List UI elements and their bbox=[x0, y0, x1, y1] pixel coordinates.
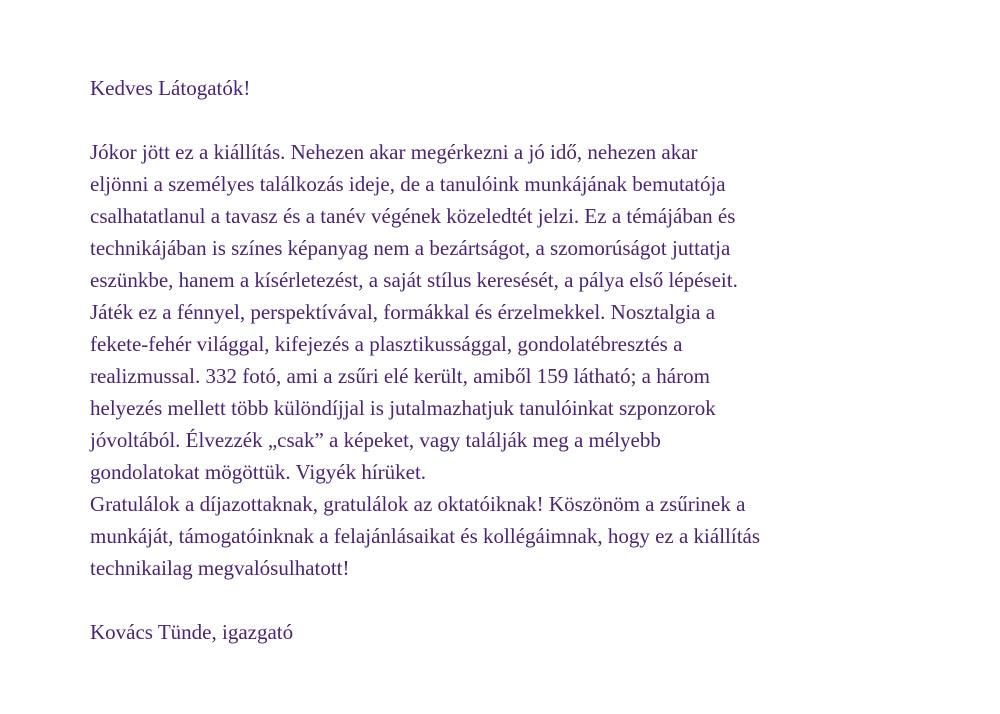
paragraph-spacer bbox=[90, 584, 950, 616]
body-line: csalhatatlanul a tavasz és a tanév végének közeledtét jelzi. Ez a témájában és bbox=[90, 204, 736, 228]
body-line: Játék ez a fénnyel, perspektívával, formákkal és érzelmekkel. Nosztalgia a bbox=[90, 300, 716, 324]
body-line: realizmussal. 332 fotó, ami a zsűri elé került, amiből 159 látható; a három bbox=[90, 364, 710, 388]
body-line: Gratulálok a díjazottaknak, gratulálok az oktatóiknak! Köszönöm a zsűrinek a bbox=[90, 492, 746, 516]
body-line: fekete-fehér világgal, kifejezés a plasztikussággal, gondolatébresztés a bbox=[90, 332, 683, 356]
body-line: gondolatokat mögöttük. Vigyék hírüket. bbox=[90, 460, 427, 484]
body-line: technikailag megvalósulhatott! bbox=[90, 556, 350, 580]
body-line: helyezés mellett több különdíjjal is jutalmazhatjuk tanulóinkat szponzorok bbox=[90, 396, 716, 420]
greeting: Kedves Látogatók! bbox=[90, 76, 251, 100]
body-line: munkáját, támogatóinknak a felajánlásaikat és kollégáimnak, hogy ez a kiállítás bbox=[90, 524, 761, 548]
paragraph-spacer bbox=[90, 104, 950, 136]
signature: Kovács Tünde, igazgató bbox=[90, 620, 294, 644]
body-line: technikájában is színes képanyag nem a bezártságot, a szomorúságot juttatja bbox=[90, 236, 731, 260]
body-line: jóvoltából. Élvezzék „csak” a képeket, vagy találják meg a mélyebb bbox=[90, 428, 661, 452]
body-line: eljönni a személyes találkozás ideje, de a tanulóink munkájának bemutatója bbox=[90, 172, 726, 196]
body-line: eszünkbe, hanem a kísérletezést, a saját stílus keresését, a pálya első lépéseit. bbox=[90, 268, 738, 292]
body-line: Jókor jött ez a kiállítás. Nehezen akar megérkezni a jó idő, nehezen akar bbox=[90, 140, 698, 164]
letter-text bbox=[90, 72, 950, 648]
